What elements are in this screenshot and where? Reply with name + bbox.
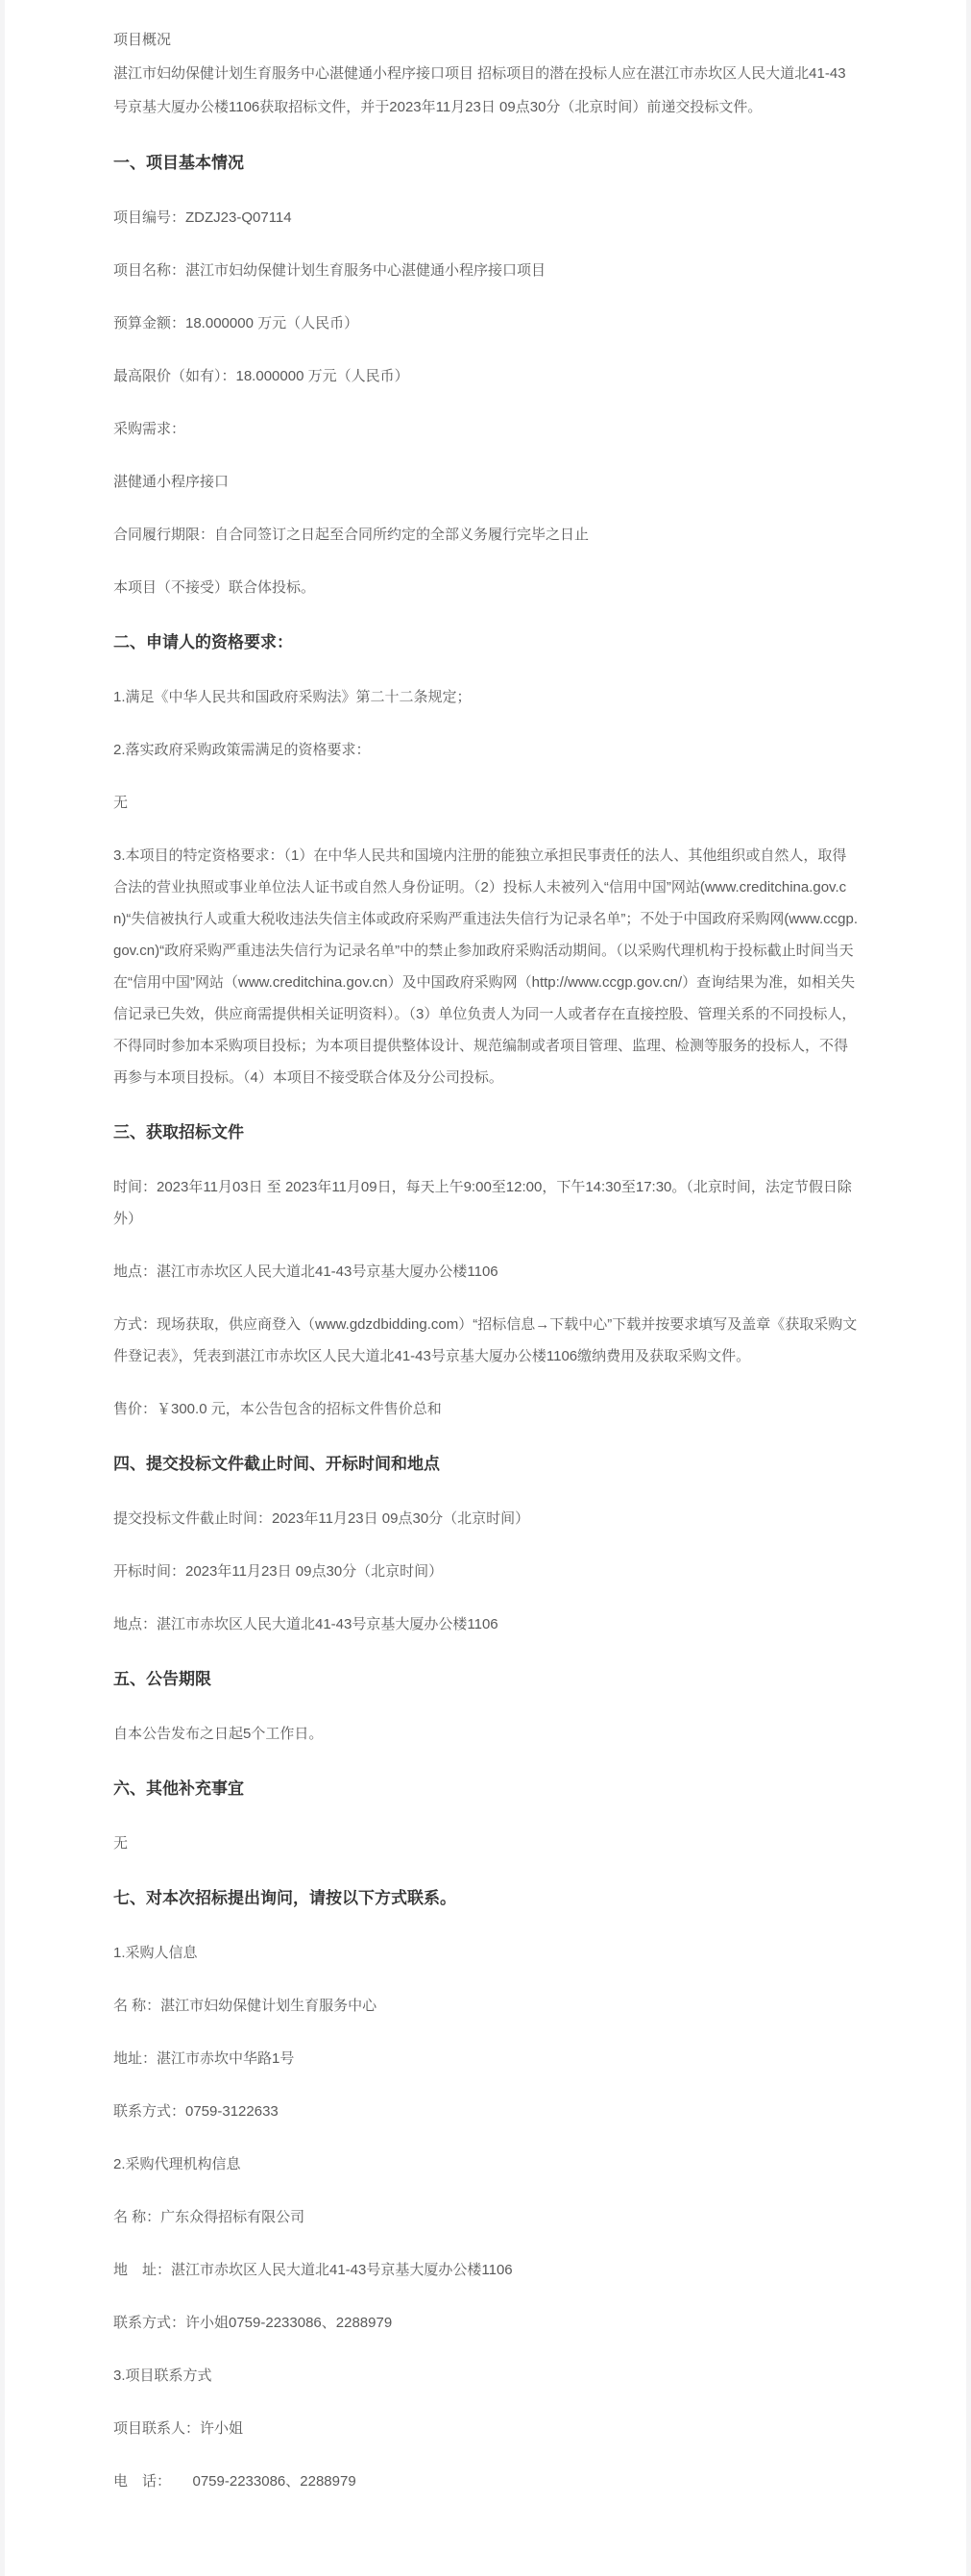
- announcement-period: 自本公告发布之日起5个工作日。: [113, 1726, 324, 1742]
- procurement-requirement-value: 湛健通小程序接口: [113, 474, 230, 490]
- qualification-requirement-3: 3.本项目的特定资格要求：（1）在中华人民共和国境内注册的能独立承担民事责任的法人、其他组织或自然人，取得合法的营业执照或事业单位法人证书或自然人身份证明。（2）投标人未被列入“信用中国”网站(www.creditchina.gov.cn)“失信被执行人或重大税收违法失信主体或政府采购严重违法失信行为记录名单”；不处于中国政府采购网(www.ccgp.gov.cn)“政府采购严重违法失信行为记录名单”中的禁止参加政府采购活动期间。（以采购代理机构于投标截止时间当天在“信用中国”网站（www.creditchina.gov.cn）及中国政府采购网（http://www.ccgp.gov.cn/）查询结果为准，如相关失信记录已失效，供应商需提供相关证明资料）。（3）单位负责人为同一人或者存在直接控股、管理关系的不同投标人，不得同时参加本采购项目投标；为本项目提供整体设计、规范编制或者项目管理、监理、检测等服务的投标人，不得再参与本项目投标。（4）本项目不接受联合体及分公司投标。: [113, 847, 859, 1086]
- section-heading-contact: 七、对本次招标提出询问，请按以下方式联系。: [113, 1889, 456, 1907]
- project-contact-phone: 电 话： 0759-2233086、2288979: [113, 2473, 356, 2490]
- section-heading-submission-opening: 四、提交投标文件截止时间、开标时间和地点: [113, 1455, 440, 1473]
- purchaser-info-label: 1.采购人信息: [113, 1945, 198, 1961]
- bid-submission-deadline: 提交投标文件截止时间：2023年11月23日 09点30分（北京时间）: [113, 1510, 530, 1527]
- section-heading-other-matters: 六、其他补充事宜: [113, 1779, 244, 1798]
- obtain-method: 方式：现场获取，供应商登入（www.gdzdbidding.com）“招标信息→下载中心”下载并按要求填写及盖章《获取采购文件登记表》，凭表到湛江市赤坎区人民大道北41-43号京基大厦办公楼1106缴纳费用及获取采购文件。: [113, 1316, 858, 1364]
- qualification-requirement-1: 1.满足《中华人民共和国政府采购法》第二十二条规定；: [113, 689, 472, 705]
- bid-opening-location: 地点：湛江市赤坎区人民大道北41-43号京基大厦办公楼1106: [113, 1616, 498, 1632]
- section-heading-basic-info: 一、项目基本情况: [113, 154, 244, 172]
- purchaser-contact: 联系方式：0759-3122633: [113, 2103, 279, 2120]
- overview-summary: 湛江市妇幼保健计划生育服务中心湛健通小程序接口项目 招标项目的潜在投标人应在湛江市赤坎区人民大道北41-43号京基大厦办公楼1106获取招标文件，并于2023年11月23日 09点30分（北京时间）前递交投标文件。: [113, 65, 846, 115]
- project-overview-block: [113, 23, 860, 124]
- bid-opening-time: 开标时间：2023年11月23日 09点30分（北京时间）: [113, 1563, 444, 1580]
- agency-address: 地 址：湛江市赤坎区人民大道北41-43号京基大厦办公楼1106: [113, 2262, 513, 2278]
- consortium-bid-note: 本项目（不接受）联合体投标。: [113, 579, 316, 596]
- agency-contact: 联系方式：许小姐0759-2233086、2288979: [113, 2315, 393, 2331]
- qualification-requirement-2: 2.落实政府采购政策需满足的资格要求：: [113, 742, 371, 758]
- max-price-limit: 最高限价（如有）：18.000000 万元（人民币）: [113, 368, 409, 384]
- section-heading-announcement-period: 五、公告期限: [113, 1670, 211, 1688]
- agency-info-label: 2.采购代理机构信息: [113, 2156, 241, 2172]
- qualification-requirement-2-value: 无: [113, 795, 129, 811]
- overview-label: 项目概况: [113, 32, 172, 48]
- section-heading-obtain-documents: 三、获取招标文件: [113, 1123, 244, 1141]
- section-heading-qualification: 二、申请人的资格要求：: [113, 633, 293, 651]
- purchaser-name: 名 称：湛江市妇幼保健计划生育服务中心: [113, 1998, 377, 2014]
- procurement-requirement-label: 采购需求：: [113, 421, 186, 437]
- project-name: 项目名称：湛江市妇幼保健计划生育服务中心湛健通小程序接口项目: [113, 262, 546, 279]
- project-contact-label: 3.项目联系方式: [113, 2367, 212, 2384]
- purchaser-address: 地址：湛江市赤坎中华路1号: [113, 2050, 295, 2067]
- contract-performance-period: 合同履行期限：自合同签订之日起至合同所约定的全部义务履行完毕之日止: [113, 527, 590, 543]
- budget-amount: 预算金额：18.000000 万元（人民币）: [113, 315, 359, 331]
- project-contact-person: 项目联系人：许小姐: [113, 2420, 244, 2437]
- document-price: 售价：￥300.0 元，本公告包含的招标文件售价总和: [113, 1401, 442, 1417]
- other-matters-value: 无: [113, 1835, 129, 1852]
- tender-announcement-document: [5, 0, 966, 2576]
- obtain-location: 地点：湛江市赤坎区人民大道北41-43号京基大厦办公楼1106: [113, 1263, 498, 1280]
- agency-name: 名 称：广东众得招标有限公司: [113, 2209, 305, 2225]
- obtain-time: 时间：2023年11月03日 至 2023年11月09日，每天上午9:00至12:00，下午14:30至17:30。（北京时间，法定节假日除外）: [113, 1179, 852, 1227]
- project-number: 项目编号：ZDZJ23-Q07114: [113, 209, 292, 226]
